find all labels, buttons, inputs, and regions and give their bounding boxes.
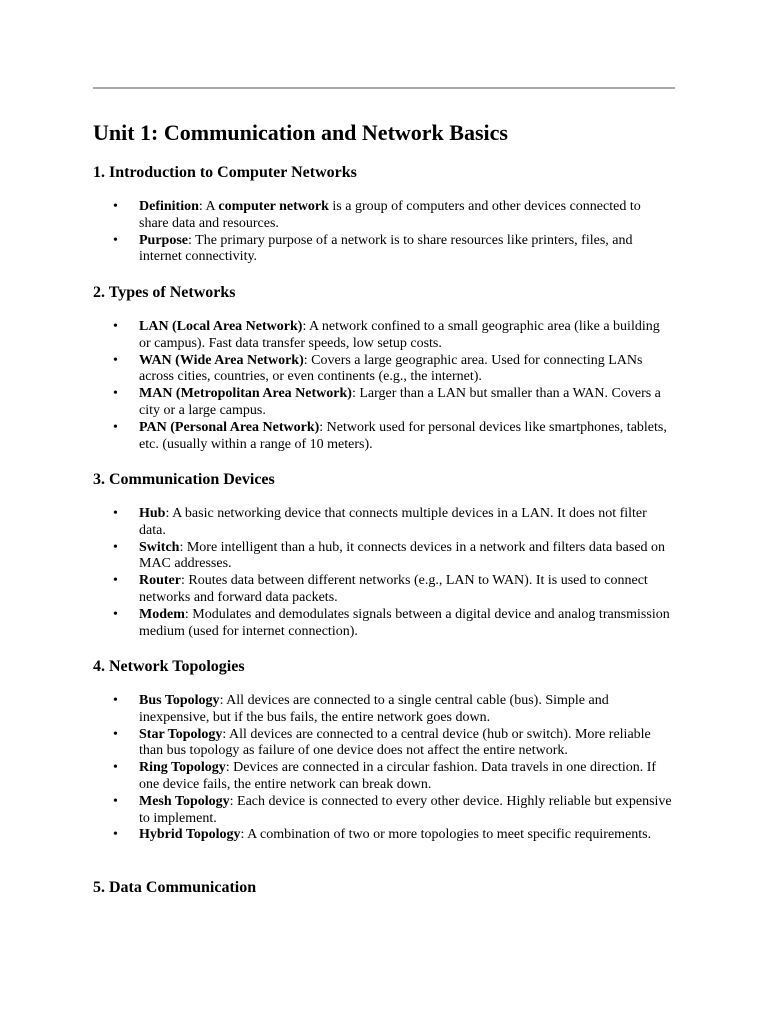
term: Purpose	[139, 232, 188, 248]
term: LAN (Local Area Network)	[139, 319, 303, 334]
text: : Devices are connected in a circular fashion. Data travels in one direction. If one device fails, the entire network can break down.	[139, 760, 657, 792]
text: : Each device is connected to every other device. Highly reliable but expensive to implement.	[139, 793, 672, 826]
text: : A	[198, 199, 219, 214]
bullet-icon: •	[113, 793, 118, 809]
term: Router	[139, 573, 181, 589]
list-item	[93, 420, 673, 454]
list-item	[93, 199, 673, 233]
section-heading: 3. Communication Devices	[93, 471, 275, 488]
text: : Covers a large geographic area. Used for connecting LANs across cities, countries, or even continents (e.g., the internet).	[139, 352, 643, 385]
bullet-icon: •	[113, 199, 118, 214]
bullet-icon: •	[113, 606, 118, 622]
list-item	[93, 540, 673, 574]
term: PAN (Personal Area Network)	[139, 419, 320, 435]
bullet-icon: •	[113, 352, 118, 368]
term: Hub	[139, 506, 166, 521]
horizontal-rule	[93, 87, 675, 89]
list-item	[93, 233, 673, 267]
text: : All devices are connected to a single central cable (bus). Simple and inexpensive, but if the bus fails, the entire network goes down.	[139, 693, 609, 725]
term: Bus Topology	[139, 693, 220, 708]
term: Modem	[139, 606, 185, 622]
list-item	[93, 319, 673, 353]
term: Mesh Topology	[139, 793, 230, 809]
section-heading: 2. Types of Networks	[93, 284, 236, 301]
list-item	[93, 573, 673, 607]
section-heading: 5. Data Communication	[93, 879, 257, 896]
text: : Larger than a LAN but smaller than a WAN. Covers a city or a large campus.	[139, 386, 661, 418]
text: : A network confined to a small geographic area (like a building or campus). Fast data transfer speeds, low setup costs.	[139, 319, 660, 351]
text: : More intelligent than a hub, it connects devices in a network and filters data based on MAC addresses.	[139, 539, 666, 572]
section-heading: 4. Network Topologies	[93, 658, 245, 675]
text: : Routes data between different networks (e.g., LAN to WAN). It is used to connect networks and forward data packets.	[139, 573, 648, 605]
text: : A basic networking device that connects multiple devices in a LAN. It does not filter data.	[139, 506, 647, 538]
list-item	[93, 727, 673, 761]
bullet-icon: •	[113, 506, 118, 521]
bullet-list	[93, 319, 673, 453]
bullet-icon: •	[113, 319, 118, 334]
list-item	[93, 827, 673, 844]
text: is a group of computers and other devices connected to share data and resources.	[139, 199, 641, 231]
term: Star Topology	[139, 726, 223, 742]
text: : A combination of two or more topologies to meet specific requirements.	[240, 827, 652, 843]
term: Switch	[139, 539, 180, 555]
section-heading: 1. Introduction to Computer Networks	[93, 164, 357, 181]
list-item	[93, 353, 673, 387]
list-item	[93, 693, 673, 727]
bullet-icon: •	[113, 232, 118, 248]
term: WAN (Wide Area Network)	[139, 352, 304, 368]
bullet-icon: •	[113, 386, 118, 402]
bullet-icon: •	[113, 573, 118, 589]
term: Ring Topology	[139, 760, 226, 776]
list-item	[93, 607, 673, 641]
bullet-icon: •	[113, 693, 118, 708]
bullet-list	[93, 693, 673, 844]
bullet-icon: •	[113, 539, 118, 555]
bullet-list	[93, 199, 673, 266]
term: Definition	[139, 199, 199, 214]
bullet-icon: •	[113, 726, 118, 742]
text: : Modulates and demodulates signals between a digital device and analog transmission medium (used for internet connection).	[139, 606, 670, 639]
text: : The primary purpose of a network is to share resources like printers, files, and internet connectivity.	[139, 232, 633, 265]
text: : Network used for personal devices like smartphones, tablets, etc. (usually within a range of 10 meters).	[139, 419, 667, 452]
document-title: Unit 1: Communication and Network Basics	[93, 120, 508, 145]
bullet-list	[93, 506, 673, 640]
term: MAN (Metropolitan Area Network)	[139, 386, 352, 402]
bullet-icon: •	[113, 827, 118, 843]
list-item	[93, 760, 673, 794]
bullet-icon: •	[113, 419, 118, 435]
list-item	[93, 794, 673, 828]
list-item	[93, 506, 673, 540]
bullet-icon: •	[113, 760, 118, 776]
list-item	[93, 386, 673, 420]
term-emphasis: computer network	[218, 199, 329, 214]
text: : All devices are connected to a central device (hub or switch). More reliable than bus topology as failure of one device does not affect the entire network.	[139, 726, 651, 759]
term: Hybrid Topology	[139, 827, 241, 843]
